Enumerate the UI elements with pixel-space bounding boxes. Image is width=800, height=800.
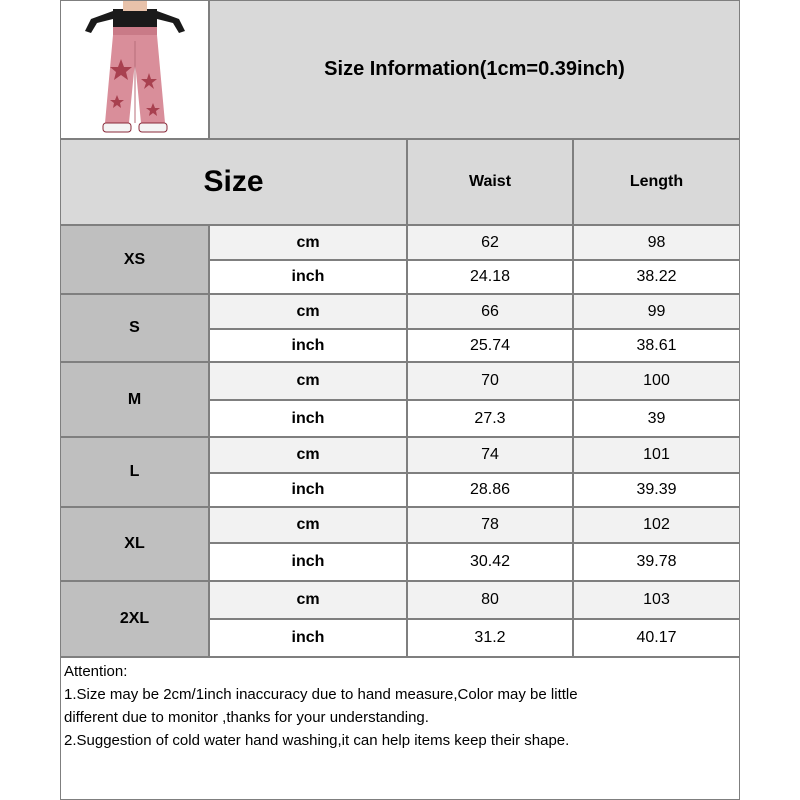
- size-information-cell: [209, 0, 740, 139]
- waist-value: 25.74: [407, 329, 573, 362]
- waist-value: 28.86: [407, 473, 573, 507]
- waist-value: 24.18: [407, 260, 573, 294]
- cm-row: [209, 362, 740, 400]
- size-row-m: [60, 362, 740, 437]
- length-value: 39.39: [573, 473, 740, 507]
- size-row-s: [60, 294, 740, 362]
- unit-label: inch: [209, 473, 407, 507]
- unit-label: cm: [209, 294, 407, 329]
- inch-row: [209, 400, 740, 437]
- length-value: 38.22: [573, 260, 740, 294]
- waist-value: 66: [407, 294, 573, 329]
- size-label: XL: [60, 507, 209, 581]
- waist-value: 30.42: [407, 543, 573, 581]
- product-photo-icon: [61, 1, 208, 138]
- cm-row: [209, 581, 740, 619]
- attention-notes: [60, 657, 740, 800]
- length-value: 103: [573, 581, 740, 619]
- cm-row: [209, 507, 740, 543]
- length-value: 101: [573, 437, 740, 473]
- unit-label: cm: [209, 507, 407, 543]
- length-value: 40.17: [573, 619, 740, 657]
- length-value: 100: [573, 362, 740, 400]
- unit-label: cm: [209, 362, 407, 400]
- size-chart: [60, 0, 740, 800]
- size-row-2xl: [60, 581, 740, 657]
- inch-row: [209, 473, 740, 507]
- waist-value: 27.3: [407, 400, 573, 437]
- unit-label: cm: [209, 581, 407, 619]
- size-row-xs: [60, 225, 740, 294]
- inch-row: [209, 619, 740, 657]
- waist-column-header: Waist: [407, 139, 573, 225]
- note-line: 1.Size may be 2cm/1inch inaccuracy due to hand measure,Color may be little: [64, 686, 578, 703]
- size-row-xl: [60, 507, 740, 581]
- size-row-l: [60, 437, 740, 507]
- size-information-title: Size Information(1cm=0.39inch): [324, 58, 625, 80]
- size-label: L: [60, 437, 209, 507]
- length-value: 102: [573, 507, 740, 543]
- size-column-header: Size: [60, 139, 407, 225]
- note-line: 2.Suggestion of cold water hand washing,it can help items keep their shape.: [64, 732, 570, 749]
- product-photo-cell: [60, 0, 209, 139]
- waist-value: 74: [407, 437, 573, 473]
- unit-label: inch: [209, 260, 407, 294]
- unit-label: cm: [209, 225, 407, 260]
- inch-row: [209, 260, 740, 294]
- size-label: 2XL: [60, 581, 209, 657]
- size-label: XS: [60, 225, 209, 294]
- inch-row: [209, 543, 740, 581]
- attention-heading: Attention:: [64, 663, 128, 680]
- cm-row: [209, 294, 740, 329]
- waist-value: 62: [407, 225, 573, 260]
- unit-label: cm: [209, 437, 407, 473]
- unit-label: inch: [209, 619, 407, 657]
- top-header: [60, 0, 740, 139]
- length-value: 98: [573, 225, 740, 260]
- waist-value: 78: [407, 507, 573, 543]
- length-value: 38.61: [573, 329, 740, 362]
- inch-row: [209, 329, 740, 362]
- note-line: different due to monitor ,thanks for your understanding.: [64, 709, 429, 726]
- waist-value: 31.2: [407, 619, 573, 657]
- length-column-header: Length: [573, 139, 740, 225]
- size-label: M: [60, 362, 209, 437]
- length-value: 39: [573, 400, 740, 437]
- size-label: S: [60, 294, 209, 362]
- unit-label: inch: [209, 400, 407, 437]
- length-value: 39.78: [573, 543, 740, 581]
- unit-label: inch: [209, 543, 407, 581]
- unit-label: inch: [209, 329, 407, 362]
- cm-row: [209, 225, 740, 260]
- cm-row: [209, 437, 740, 473]
- waist-value: 80: [407, 581, 573, 619]
- waist-value: 70: [407, 362, 573, 400]
- length-value: 99: [573, 294, 740, 329]
